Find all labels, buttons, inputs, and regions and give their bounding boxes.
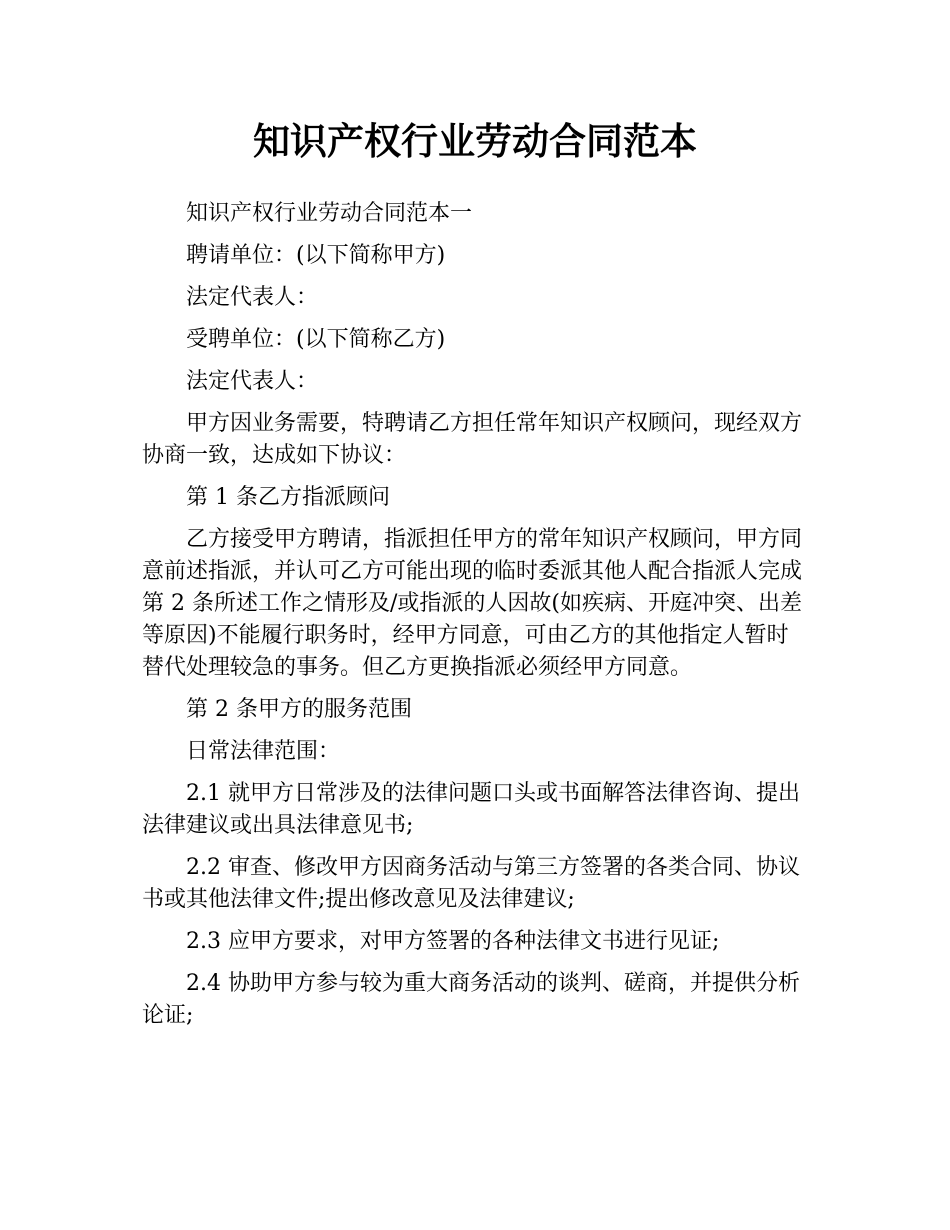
paragraph-clause-2-1: 2.1 就甲方日常涉及的法律问题口头或书面解答法律咨询、提出法律建议或出具法律意见书;: [142, 781, 800, 838]
paragraph-legal-rep-b: 法定代表人：: [186, 369, 319, 394]
paragraph-hiring-unit: 聘请单位：(以下简称甲方): [186, 243, 446, 268]
paragraph-article-1-body: 乙方接受甲方聘请，指派担任甲方的常年知识产权顾问，甲方同意前述指派，并认可乙方可能出现的临时委派其他人配合指派人完成第 2 条所述工作之情形及/或指派的人因故(如疾病、开庭冲突、出差等原因)不能履行职务时，经甲方同意，可由乙方的其他指定人暂时替代处理较急的事务。但乙方更换指派必须经甲方同意。: [142, 527, 803, 680]
paragraph-hired-unit: 受聘单位：(以下简称乙方): [186, 327, 446, 352]
paragraph-article-1-heading: 第 1 条乙方指派顾问: [186, 485, 390, 510]
paragraph-clause-2-2: 2.2 审查、修改甲方因商务活动与第三方签署的各类合同、协议书或其他法律文件;提出修改意见及法律建议;: [142, 855, 800, 912]
document-title: 知识产权行业劳动合同范本: [253, 120, 697, 163]
paragraph-preamble: 甲方因业务需要，特聘请乙方担任常年知识产权顾问，现经双方协商一致，达成如下协议：: [142, 411, 803, 468]
paragraph-clause-2-3: 2.3 应甲方要求，对甲方签署的各种法律文书进行见证;: [186, 929, 720, 954]
paragraph-daily-legal-scope: 日常法律范围：: [186, 739, 341, 764]
document-body: [142, 198, 810, 1042]
paragraph-clause-2-4: 2.4 协助甲方参与较为重大商务活动的谈判、磋商，并提供分析论证;: [142, 971, 800, 1028]
paragraph-legal-rep-a: 法定代表人：: [186, 285, 319, 310]
paragraph-contract-subtitle: 知识产权行业劳动合同范本一: [186, 201, 473, 226]
paragraph-article-2-heading: 第 2 条甲方的服务范围: [186, 697, 412, 722]
